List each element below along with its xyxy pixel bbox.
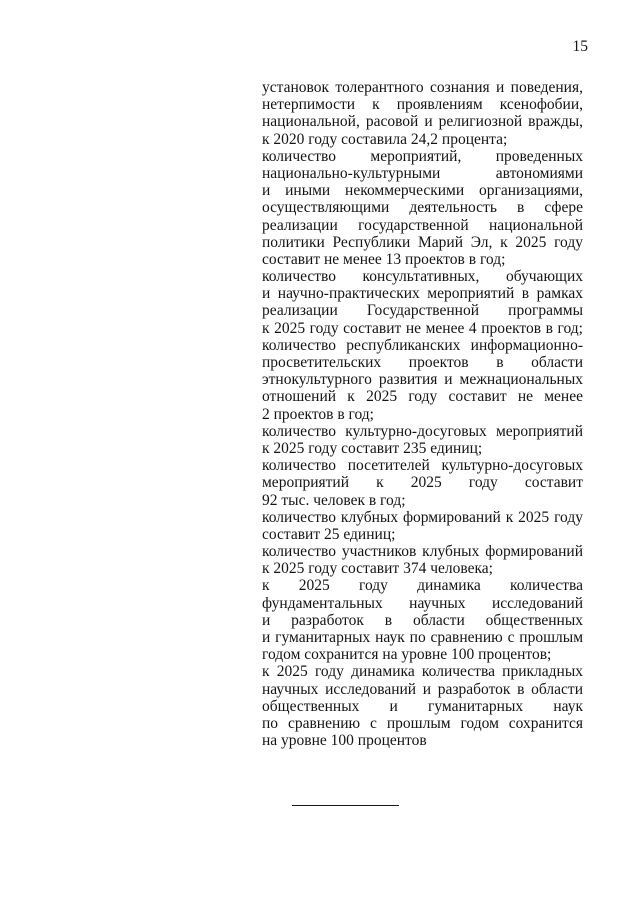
text-line: количество мероприятий, проведенных <box>262 147 583 165</box>
text-line: 2 проектов в год; <box>262 405 374 423</box>
text-line: реализации государственной национальной <box>262 216 583 234</box>
document-body <box>262 79 583 749</box>
text-line: к 2025 году составит 235 единиц; <box>262 439 483 457</box>
text-line: к 2025 году динамика количества <box>262 577 583 595</box>
text-line: национально-культурными автономиями <box>262 164 583 182</box>
text-line: к 2020 году составила 24,2 процента; <box>262 130 508 148</box>
text-line: реализации Государственной программы <box>262 302 583 320</box>
text-line: годом сохранится на уровне 100 процентов; <box>262 646 552 664</box>
text-line: осуществляющими деятельность в сфере <box>262 199 583 217</box>
text-line: политики Республики Марий Эл, к 2025 году <box>262 233 583 251</box>
text-line: к 2025 году составит 374 человека; <box>262 560 493 578</box>
text-line: мероприятий к 2025 году составит <box>262 474 583 492</box>
text-line: общественных и гуманитарных наук <box>262 697 583 715</box>
text-line: к 2025 году динамика количества прикладных <box>262 663 583 681</box>
text-line: просветительских проектов в области <box>262 354 583 371</box>
text-line: на уровне 100 процентов <box>262 732 427 750</box>
text-line: этнокультурного развития и межнациональных <box>262 371 583 389</box>
text-line: количество республиканских информационно- <box>262 336 583 354</box>
text-line: количество консультативных, обучающих <box>262 268 583 286</box>
text-line: количество клубных формирований к 2025 году <box>262 508 583 526</box>
text-line: количество посетителей культурно-досуговых <box>262 457 583 475</box>
text-line: и разработок в области общественных <box>262 611 583 629</box>
text-line: по сравнению с прошлым годом сохранится <box>262 714 583 732</box>
text-line: количество культурно-досуговых мероприятий <box>262 422 583 440</box>
text-line: отношений к 2025 году составит не менее <box>262 388 583 406</box>
text-line: фундаментальных научных исследований <box>262 594 583 612</box>
text-line: к 2025 году составит не менее 4 проектов в год; <box>262 319 583 337</box>
text-line: составит не менее 13 проектов в год; <box>262 250 506 268</box>
text-line: и научно-практических мероприятий в рамках <box>262 285 583 303</box>
text-line: составит 25 единиц; <box>262 525 396 543</box>
text-line: национальной, расовой и религиозной вражды, <box>262 113 583 131</box>
text-line: 92 тыс. человек в год; <box>262 491 406 509</box>
end-of-text-rule <box>292 805 399 806</box>
text-line: количество участников клубных формирований <box>262 543 583 561</box>
text-line: и иными некоммерческими организациями, <box>262 182 583 200</box>
text-line: установок толерантного сознания и поведения, <box>262 79 583 96</box>
text-line: и гуманитарных наук по сравнению с прошлым <box>262 629 583 646</box>
text-line: нетерпимости к проявлениям ксенофобии, <box>262 96 583 114</box>
page-number: 15 <box>572 38 588 55</box>
text-line: научных исследований и разработок в области <box>262 680 583 698</box>
